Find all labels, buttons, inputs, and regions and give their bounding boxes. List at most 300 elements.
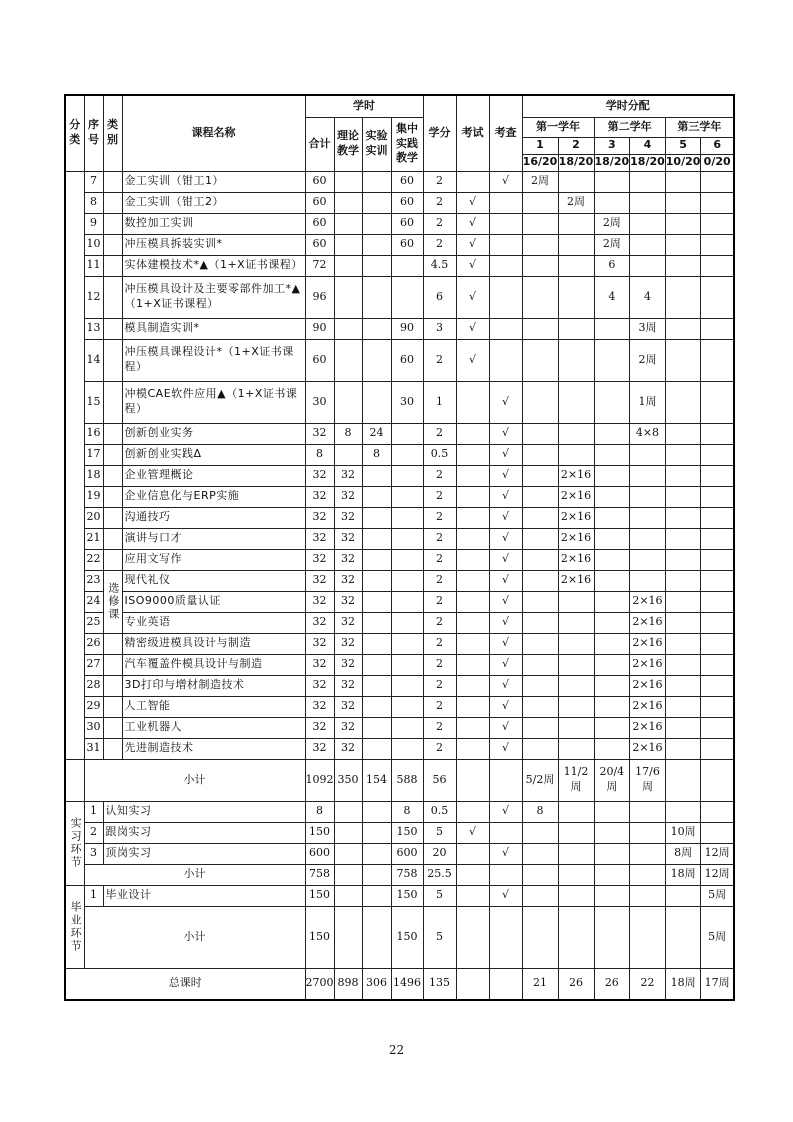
cell-check: √ [489, 633, 522, 654]
cell-check: √ [489, 843, 522, 864]
cell-t1 [522, 507, 558, 528]
cell-exam [456, 381, 489, 423]
cell-t5 [665, 465, 701, 486]
cell-theory: 32 [334, 633, 362, 654]
table-row [65, 570, 734, 591]
cell-t3 [594, 885, 630, 906]
cell-prac: 60 [391, 339, 423, 381]
cell-check: √ [489, 885, 522, 906]
header-term: 6 [701, 137, 734, 154]
cell-exam [456, 654, 489, 675]
cell-total: 150 [305, 885, 334, 906]
cell-t6 [701, 675, 734, 696]
cell-t5 [665, 171, 701, 192]
cell-t1 [522, 570, 558, 591]
cell-total: 32 [305, 486, 334, 507]
cell-check: √ [489, 381, 522, 423]
row-number: 27 [84, 654, 103, 675]
cell-t4 [630, 570, 666, 591]
cell-lab [362, 591, 391, 612]
cell-prac: 60 [391, 171, 423, 192]
subtotal-label: 小计 [84, 906, 305, 968]
row-number: 29 [84, 696, 103, 717]
cell-exam: √ [456, 822, 489, 843]
cell-prac [391, 255, 423, 276]
course-name: 数控加工实训 [122, 213, 305, 234]
cell-lab [362, 171, 391, 192]
cell-total: 32 [305, 675, 334, 696]
cell-total: 8 [305, 801, 334, 822]
cell-t4: 4×8 [630, 423, 666, 444]
course-name: 演讲与口才 [122, 528, 305, 549]
cell-lab [362, 192, 391, 213]
row-number: 3 [84, 843, 103, 864]
cell-check [489, 339, 522, 381]
cell-theory: 898 [334, 968, 362, 1000]
cell-exam: √ [456, 276, 489, 318]
cell-t5 [665, 801, 701, 822]
table-row [65, 423, 734, 444]
cell-t3: 2周 [594, 234, 630, 255]
cell-t2 [558, 717, 594, 738]
cell-t3 [594, 339, 630, 381]
cell-t6: 12周 [701, 843, 734, 864]
cell-t6 [701, 276, 734, 318]
course-name: 企业信息化与ERP实施 [122, 486, 305, 507]
row-number: 12 [84, 276, 103, 318]
cell-total: 32 [305, 465, 334, 486]
course-name: 毕业设计 [103, 885, 305, 906]
header-year1: 第一学年 [522, 117, 594, 137]
cell-t3: 4 [594, 276, 630, 318]
cell-prac [391, 675, 423, 696]
cell-t2 [558, 633, 594, 654]
cell-t6 [701, 528, 734, 549]
cell-t4 [630, 171, 666, 192]
cell-t4: 2×16 [630, 654, 666, 675]
header-weeks: 0/20 [701, 154, 734, 171]
cell-total: 600 [305, 843, 334, 864]
row-number: 25 [84, 612, 103, 633]
cell-t4: 2×16 [630, 591, 666, 612]
cell-check: √ [489, 696, 522, 717]
cell-theory [334, 801, 362, 822]
cell-total: 32 [305, 528, 334, 549]
header-practice: 集中实践教学 [391, 117, 423, 171]
cell-prac [391, 612, 423, 633]
cell-t3 [594, 591, 630, 612]
cell-check [489, 213, 522, 234]
cell-theory [334, 843, 362, 864]
row-number: 10 [84, 234, 103, 255]
cell-lab [362, 486, 391, 507]
type-cell [103, 738, 122, 759]
cell-credit: 5 [423, 822, 456, 843]
cell-credit: 25.5 [423, 864, 456, 885]
cell-t1 [522, 213, 558, 234]
cell-t5 [665, 234, 701, 255]
cell-theory: 32 [334, 465, 362, 486]
row-number: 19 [84, 486, 103, 507]
table-row [65, 465, 734, 486]
cell-t3 [594, 864, 630, 885]
cell-t1: 5/2周 [522, 759, 558, 801]
category-cell [65, 171, 84, 759]
cell-lab [362, 906, 391, 968]
cell-prac [391, 591, 423, 612]
cell-t2 [558, 906, 594, 968]
header-year2: 第二学年 [594, 117, 665, 137]
header-term: 4 [630, 137, 666, 154]
cell-lab [362, 234, 391, 255]
cell-t1 [522, 318, 558, 339]
table-row [65, 444, 734, 465]
cell-lab [362, 675, 391, 696]
row-number: 2 [84, 822, 103, 843]
cell-t5 [665, 339, 701, 381]
cell-t2 [558, 675, 594, 696]
course-name: 跟岗实习 [103, 822, 305, 843]
cell-check: √ [489, 528, 522, 549]
cell-t1 [522, 381, 558, 423]
row-number: 26 [84, 633, 103, 654]
cell-lab [362, 549, 391, 570]
cell-exam [456, 612, 489, 633]
type-cell [103, 423, 122, 444]
table-row [65, 633, 734, 654]
cell-t6 [701, 171, 734, 192]
row-number: 31 [84, 738, 103, 759]
row-number: 11 [84, 255, 103, 276]
cell-credit: 2 [423, 675, 456, 696]
cell-total: 32 [305, 570, 334, 591]
cell-t4 [630, 864, 666, 885]
cell-total: 32 [305, 423, 334, 444]
cell-credit: 56 [423, 759, 456, 801]
cell-exam [456, 486, 489, 507]
cell-t1 [522, 591, 558, 612]
cell-theory: 350 [334, 759, 362, 801]
cell-prac: 600 [391, 843, 423, 864]
cell-credit: 2 [423, 612, 456, 633]
table-row [65, 255, 734, 276]
cell-t5 [665, 486, 701, 507]
cell-t6 [701, 591, 734, 612]
cell-t5 [665, 759, 701, 801]
cell-exam: √ [456, 255, 489, 276]
cell-theory: 32 [334, 486, 362, 507]
cell-total: 32 [305, 654, 334, 675]
cell-t2: 11/2周 [558, 759, 594, 801]
cell-t1 [522, 423, 558, 444]
cell-exam [456, 864, 489, 885]
header-weeks: 18/20 [558, 154, 594, 171]
cell-t2 [558, 276, 594, 318]
cell-exam [456, 444, 489, 465]
cell-t4 [630, 822, 666, 843]
cell-prac [391, 276, 423, 318]
cell-t1 [522, 444, 558, 465]
cell-lab [362, 318, 391, 339]
cell-total: 72 [305, 255, 334, 276]
cell-theory [334, 444, 362, 465]
cell-lab [362, 528, 391, 549]
cell-t6 [701, 213, 734, 234]
cell-t1 [522, 843, 558, 864]
course-name: 顶岗实习 [103, 843, 305, 864]
cell-t3 [594, 612, 630, 633]
cell-theory [334, 276, 362, 318]
cell-t2: 2周 [558, 192, 594, 213]
cell-check [489, 864, 522, 885]
cell-t6 [701, 696, 734, 717]
cell-t6 [701, 570, 734, 591]
cell-total: 60 [305, 192, 334, 213]
cell-prac: 60 [391, 213, 423, 234]
cell-t5 [665, 612, 701, 633]
cell-credit: 2 [423, 423, 456, 444]
cell-t5 [665, 696, 701, 717]
cell-exam: √ [456, 234, 489, 255]
cell-credit: 20 [423, 843, 456, 864]
cell-t5 [665, 255, 701, 276]
cell-t4: 3周 [630, 318, 666, 339]
table-row [65, 171, 734, 192]
grand-total-label: 总课时 [65, 968, 305, 1000]
cell-t2 [558, 339, 594, 381]
cell-lab [362, 801, 391, 822]
cell-t1 [522, 864, 558, 885]
cell-exam [456, 549, 489, 570]
cell-lab: 24 [362, 423, 391, 444]
cell-t1 [522, 465, 558, 486]
cell-lab [362, 612, 391, 633]
cell-theory [334, 885, 362, 906]
cell-t2 [558, 822, 594, 843]
cell-t4: 2×16 [630, 633, 666, 654]
cell-t4 [630, 234, 666, 255]
cell-t6 [701, 486, 734, 507]
cell-exam [456, 759, 489, 801]
cell-t6 [701, 759, 734, 801]
cell-t2 [558, 444, 594, 465]
cell-t4 [630, 507, 666, 528]
cell-t6 [701, 507, 734, 528]
cell-credit: 3 [423, 318, 456, 339]
elective-category-label: 选修课 [103, 570, 122, 633]
cell-t3 [594, 654, 630, 675]
cell-t3 [594, 696, 630, 717]
cell-t4: 2×16 [630, 612, 666, 633]
row-number: 18 [84, 465, 103, 486]
cell-t3: 20/4周 [594, 759, 630, 801]
cell-t6 [701, 381, 734, 423]
cell-t6 [701, 633, 734, 654]
cell-credit: 2 [423, 507, 456, 528]
cell-lab [362, 381, 391, 423]
course-name: 创新创业实践Δ [122, 444, 305, 465]
cell-t3 [594, 717, 630, 738]
cell-t1 [522, 633, 558, 654]
row-number: 23 [84, 570, 103, 591]
table-row [65, 507, 734, 528]
cell-t2: 2×16 [558, 465, 594, 486]
cell-theory [334, 213, 362, 234]
header-exam: 考试 [456, 95, 489, 171]
cell-t2 [558, 255, 594, 276]
cell-t5 [665, 654, 701, 675]
cell-t5 [665, 633, 701, 654]
cell-theory [334, 822, 362, 843]
type-cell [103, 192, 122, 213]
cell-total: 30 [305, 381, 334, 423]
cell-t4 [630, 549, 666, 570]
cell-exam [456, 843, 489, 864]
cell-theory: 32 [334, 612, 362, 633]
course-name: 冲压模具设计及主要零部件加工*▲（1+X证书课程） [122, 276, 305, 318]
cell-t4 [630, 486, 666, 507]
cell-t1 [522, 339, 558, 381]
cell-t1 [522, 906, 558, 968]
cell-exam [456, 171, 489, 192]
cell-t1 [522, 255, 558, 276]
cell-t1 [522, 696, 558, 717]
cell-lab [362, 843, 391, 864]
cell-prac: 150 [391, 906, 423, 968]
cell-t5 [665, 528, 701, 549]
cell-t5 [665, 717, 701, 738]
header-weeks: 18/20 [630, 154, 666, 171]
cell-t4 [630, 192, 666, 213]
cell-total: 32 [305, 696, 334, 717]
cell-t5: 10周 [665, 822, 701, 843]
cell-t3: 26 [594, 968, 630, 1000]
course-name: ISO9000质量认证 [122, 591, 305, 612]
cell-prac [391, 486, 423, 507]
cell-t5 [665, 276, 701, 318]
cell-credit: 2 [423, 213, 456, 234]
cell-t6 [701, 612, 734, 633]
type-cell [103, 486, 122, 507]
cell-t5 [665, 318, 701, 339]
cell-t6 [701, 549, 734, 570]
cell-t5 [665, 444, 701, 465]
type-cell [103, 633, 122, 654]
cell-t3: 2周 [594, 213, 630, 234]
cell-prac: 588 [391, 759, 423, 801]
cell-prac: 60 [391, 192, 423, 213]
header-seq: 序号 [84, 95, 103, 171]
cell-t4: 2×16 [630, 738, 666, 759]
header-total: 合计 [305, 117, 334, 171]
cell-prac [391, 738, 423, 759]
cell-check: √ [489, 801, 522, 822]
cell-lab [362, 255, 391, 276]
cell-t3 [594, 801, 630, 822]
table-row [65, 276, 734, 318]
row-number: 13 [84, 318, 103, 339]
course-schedule-table [64, 94, 735, 1001]
row-number: 17 [84, 444, 103, 465]
cell-t2 [558, 591, 594, 612]
cell-t3 [594, 444, 630, 465]
type-cell [103, 465, 122, 486]
cell-t2 [558, 612, 594, 633]
table-row [65, 885, 734, 906]
cell-t6: 5周 [701, 885, 734, 906]
table-row [65, 696, 734, 717]
table-row [65, 339, 734, 381]
table-row [65, 486, 734, 507]
cell-check: √ [489, 465, 522, 486]
cell-total: 758 [305, 864, 334, 885]
cell-theory [334, 339, 362, 381]
cell-theory [334, 318, 362, 339]
cell-check [489, 192, 522, 213]
cell-t6: 12周 [701, 864, 734, 885]
table-row [65, 675, 734, 696]
cell-theory [334, 255, 362, 276]
course-name: 冲压模具拆装实训* [122, 234, 305, 255]
cell-t2: 2×16 [558, 570, 594, 591]
cell-t6: 5周 [701, 906, 734, 968]
cell-theory: 32 [334, 696, 362, 717]
course-name: 冲压模具课程设计*（1+X证书课程） [122, 339, 305, 381]
cell-credit: 0.5 [423, 444, 456, 465]
type-cell [103, 213, 122, 234]
cell-check: √ [489, 738, 522, 759]
cell-theory [334, 381, 362, 423]
cell-t4 [630, 528, 666, 549]
cell-t1 [522, 486, 558, 507]
graduation-label: 毕业环节 [65, 885, 84, 968]
cell-total: 32 [305, 717, 334, 738]
cell-t2 [558, 171, 594, 192]
table-row [65, 801, 734, 822]
cell-check [489, 822, 522, 843]
cell-t1 [522, 654, 558, 675]
cell-total: 2700 [305, 968, 334, 1000]
cell-t4 [630, 255, 666, 276]
cell-check: √ [489, 570, 522, 591]
course-name: 3D打印与增材制造技术 [122, 675, 305, 696]
cell-credit: 2 [423, 717, 456, 738]
cell-t3 [594, 633, 630, 654]
cell-t2 [558, 696, 594, 717]
course-name: 沟通技巧 [122, 507, 305, 528]
cell-total: 90 [305, 318, 334, 339]
type-cell [103, 696, 122, 717]
cell-t1 [522, 675, 558, 696]
cell-prac: 150 [391, 822, 423, 843]
cell-prac [391, 717, 423, 738]
cell-t3 [594, 549, 630, 570]
table-row [65, 381, 734, 423]
course-name: 冲模CAE软件应用▲（1+X证书课程） [122, 381, 305, 423]
cell-t1 [522, 738, 558, 759]
cell-t1 [522, 234, 558, 255]
cell-lab [362, 633, 391, 654]
cell-t3 [594, 822, 630, 843]
cell-lab: 154 [362, 759, 391, 801]
cell-lab [362, 864, 391, 885]
cell-t3 [594, 465, 630, 486]
subtotal-row [65, 906, 734, 968]
category-cell [65, 759, 84, 801]
header-course-name: 课程名称 [122, 95, 305, 171]
cell-t6 [701, 423, 734, 444]
cell-theory: 32 [334, 717, 362, 738]
